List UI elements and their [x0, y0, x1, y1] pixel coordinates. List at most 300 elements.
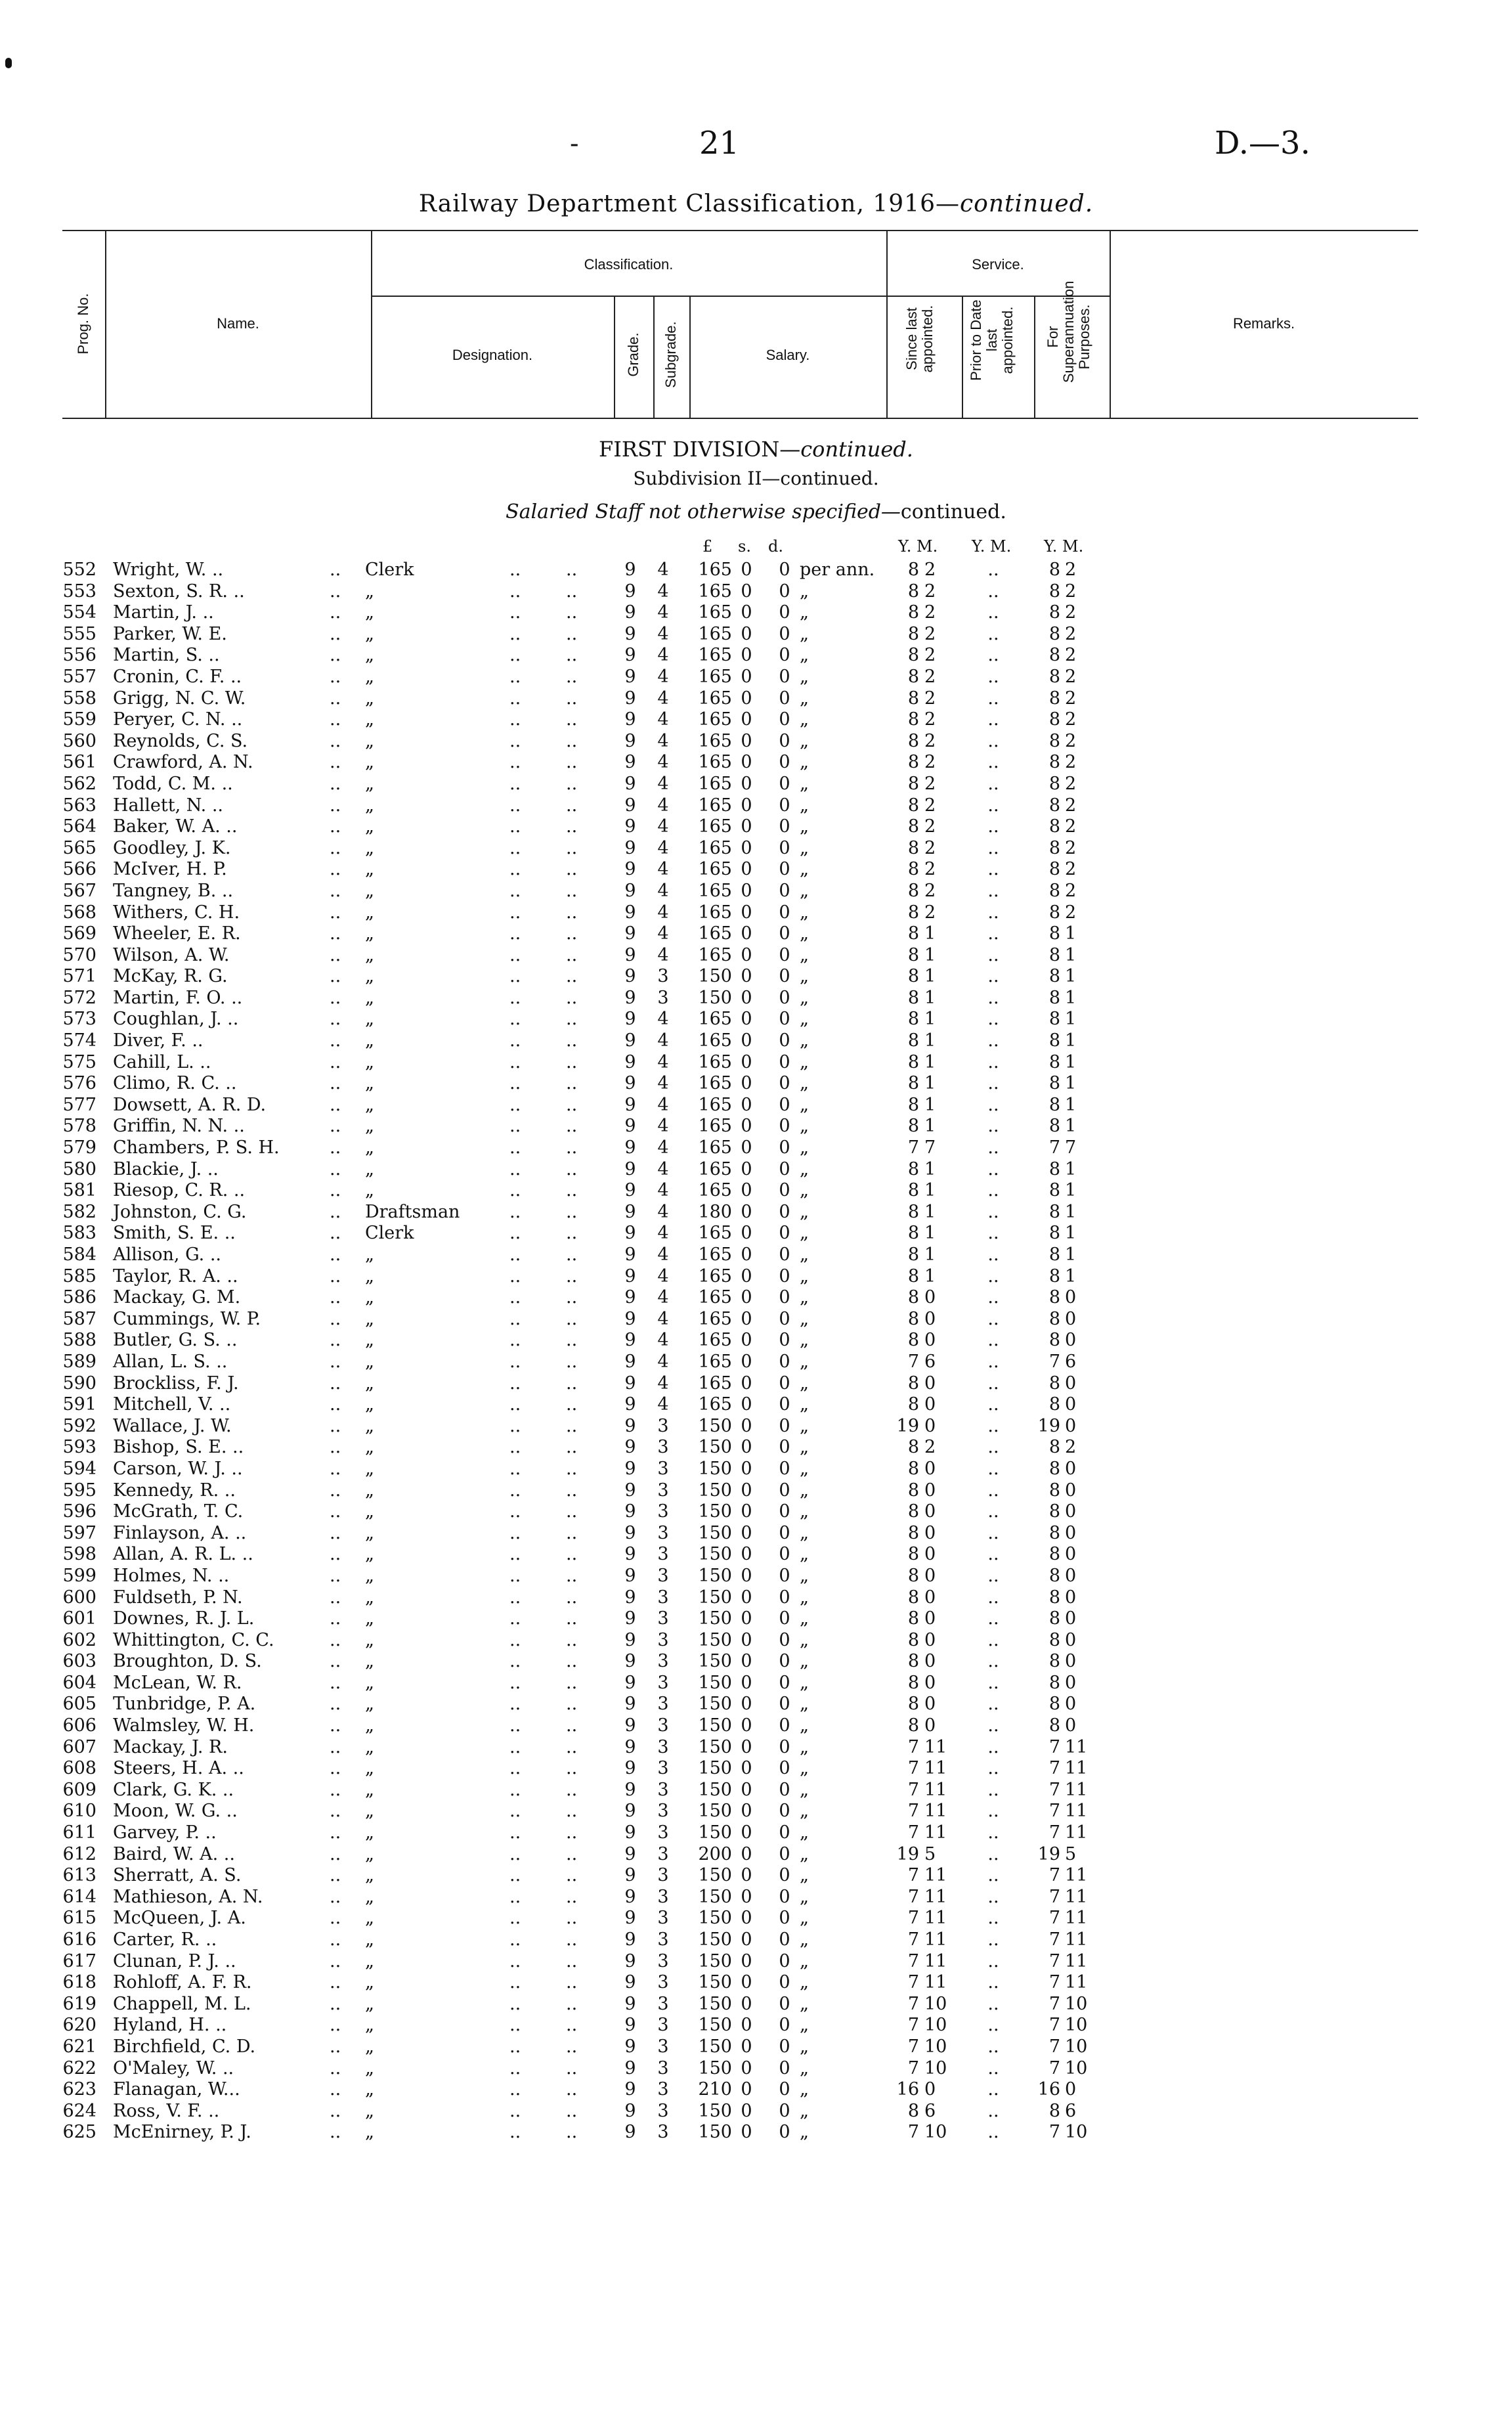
row-salary-shillings: 0 — [741, 1330, 752, 1351]
leader-dots: .. — [330, 1073, 341, 1094]
leader-dots: .. — [566, 752, 578, 773]
row-number: 591 — [62, 1394, 97, 1415]
row-salary-shillings: 0 — [741, 645, 752, 666]
row-super-months: 0 — [1065, 1651, 1077, 1672]
row-designation: „ — [365, 1351, 374, 1372]
row-prior-service: .. — [987, 1009, 999, 1030]
row-designation: „ — [365, 1158, 374, 1179]
row-super-years: 7 — [1048, 1351, 1060, 1372]
table-row — [0, 1673, 1512, 1694]
row-prior-service: .. — [987, 1544, 999, 1565]
row-subgrade: 4 — [657, 816, 669, 837]
row-prior-service: .. — [987, 1437, 999, 1458]
row-designation: „ — [365, 1394, 374, 1415]
row-designation: „ — [365, 1116, 374, 1137]
leader-dots: .. — [509, 2057, 521, 2079]
divider — [1034, 296, 1035, 418]
row-number: 607 — [62, 1736, 97, 1757]
row-salary-period: „ — [800, 966, 809, 987]
row-name: Mathieson, A. N. — [113, 1886, 263, 1907]
table-row — [0, 1073, 1512, 1095]
row-salary-pounds: 165 — [698, 560, 732, 580]
row-name: Hallett, N. .. — [113, 795, 223, 816]
leader-dots: .. — [509, 902, 521, 923]
row-subgrade: 3 — [657, 2015, 669, 2036]
row-salary-pounds: 165 — [698, 1094, 732, 1115]
leader-dots: .. — [566, 709, 578, 730]
leader-dots: .. — [566, 1822, 578, 1843]
row-salary-shillings: 0 — [741, 1223, 752, 1244]
row-subgrade: 4 — [657, 688, 669, 709]
row-name: Baird, W. A. .. — [113, 1843, 235, 1864]
leader-dots: .. — [509, 1779, 521, 1800]
row-since-years: 8 — [907, 730, 919, 751]
row-salary-pence: 0 — [779, 859, 790, 880]
row-since-years: 8 — [907, 1394, 919, 1415]
row-salary-shillings: 0 — [741, 2015, 752, 2036]
row-since-years: 8 — [907, 1180, 919, 1201]
row-salary-period: „ — [800, 1522, 809, 1543]
row-salary-shillings: 0 — [741, 1501, 752, 1522]
row-salary-period: „ — [800, 1843, 809, 1864]
row-designation: „ — [365, 902, 374, 923]
row-salary-pounds: 180 — [698, 1201, 732, 1222]
row-subgrade: 4 — [657, 1180, 669, 1201]
row-salary-pence: 0 — [779, 1137, 790, 1158]
row-grade: 9 — [624, 1480, 636, 1501]
row-subgrade: 3 — [657, 1929, 669, 1950]
row-name: Coughlan, J. .. — [113, 1009, 239, 1030]
row-grade: 9 — [624, 1094, 636, 1115]
table-row — [0, 1758, 1512, 1780]
row-since-months: 0 — [924, 1694, 936, 1715]
row-salary-period: „ — [800, 1201, 809, 1222]
table-row — [0, 795, 1512, 817]
table-row — [0, 1608, 1512, 1630]
row-salary-pence: 0 — [779, 1158, 790, 1179]
row-salary-pence: 0 — [779, 1330, 790, 1351]
row-super-years: 8 — [1048, 966, 1060, 987]
row-grade: 9 — [624, 1565, 636, 1586]
row-name: Withers, C. H. — [113, 902, 240, 923]
row-since-months: 0 — [924, 1565, 936, 1586]
row-since-months: 0 — [924, 1330, 936, 1351]
leader-dots: .. — [566, 1629, 578, 1650]
row-number: 594 — [62, 1458, 97, 1479]
row-since-months: 1 — [924, 1051, 936, 1072]
row-subgrade: 4 — [657, 623, 669, 644]
row-name: Mackay, G. M. — [113, 1287, 241, 1308]
row-subgrade: 4 — [657, 581, 669, 602]
table-body — [0, 560, 1512, 2144]
leader-dots: .. — [330, 1265, 341, 1287]
leader-dots: .. — [509, 1694, 521, 1715]
table-row — [0, 881, 1512, 902]
row-name: Martin, J. .. — [113, 602, 214, 623]
row-subgrade: 4 — [657, 730, 669, 751]
row-subgrade: 4 — [657, 944, 669, 965]
row-super-months: 2 — [1065, 1437, 1077, 1458]
table-row — [0, 1844, 1512, 1866]
table-row — [0, 859, 1512, 881]
row-grade: 9 — [624, 1608, 636, 1629]
row-salary-pounds: 150 — [698, 1415, 732, 1436]
row-super-months: 1 — [1065, 1116, 1077, 1137]
row-salary-period: „ — [800, 1801, 809, 1822]
row-name: Blackie, J. .. — [113, 1158, 219, 1179]
table-row — [0, 1523, 1512, 1545]
row-grade: 9 — [624, 1137, 636, 1158]
row-number: 615 — [62, 1908, 97, 1929]
row-prior-service: .. — [987, 1715, 999, 1736]
row-super-months: 0 — [1065, 1308, 1077, 1329]
row-number: 582 — [62, 1201, 97, 1222]
leader-dots: .. — [330, 987, 341, 1008]
row-prior-service: .. — [987, 816, 999, 837]
leader-dots: .. — [566, 1758, 578, 1779]
row-super-months: 11 — [1065, 1736, 1088, 1757]
leader-dots: .. — [566, 859, 578, 880]
row-salary-pounds: 165 — [698, 1158, 732, 1179]
row-designation: „ — [365, 1094, 374, 1115]
row-salary-pence: 0 — [779, 623, 790, 644]
leader-dots: .. — [330, 1908, 341, 1929]
row-number: 619 — [62, 1993, 97, 2014]
row-salary-pence: 0 — [779, 1180, 790, 1201]
row-salary-pence: 0 — [779, 1908, 790, 1929]
unit-pound: £ — [702, 537, 713, 556]
leader-dots: .. — [566, 837, 578, 858]
row-subgrade: 4 — [657, 752, 669, 773]
row-subgrade: 3 — [657, 1950, 669, 1971]
row-grade: 9 — [624, 987, 636, 1008]
leader-dots: .. — [330, 1394, 341, 1415]
row-since-months: 0 — [924, 1501, 936, 1522]
row-salary-pounds: 150 — [698, 1801, 732, 1822]
row-super-months: 11 — [1065, 1950, 1088, 1971]
row-super-years: 8 — [1048, 1715, 1060, 1736]
table-row — [0, 688, 1512, 710]
leader-dots: .. — [330, 730, 341, 751]
table-row — [0, 1780, 1512, 1801]
row-since-months: 2 — [924, 730, 936, 751]
row-salary-shillings: 0 — [741, 880, 752, 901]
row-number: 576 — [62, 1073, 97, 1094]
row-super-months: 2 — [1065, 602, 1077, 623]
row-name: Wright, W. .. — [113, 560, 224, 580]
row-super-years: 7 — [1048, 1886, 1060, 1907]
row-grade: 9 — [624, 1030, 636, 1051]
row-since-months: 2 — [924, 581, 936, 602]
leader-dots: .. — [566, 1565, 578, 1586]
row-salary-shillings: 0 — [741, 1073, 752, 1094]
leader-dots: .. — [509, 1180, 521, 1201]
leader-dots: .. — [566, 2122, 578, 2143]
unit-ym-prior: Y. M. — [972, 537, 1012, 556]
header-designation: Designation. — [452, 347, 533, 363]
row-salary-pence: 0 — [779, 1715, 790, 1736]
row-grade: 9 — [624, 1415, 636, 1436]
row-since-months: 1 — [924, 1009, 936, 1030]
leader-dots: .. — [330, 1137, 341, 1158]
leader-dots: .. — [509, 1651, 521, 1672]
row-salary-shillings: 0 — [741, 1094, 752, 1115]
row-prior-service: .. — [987, 1137, 999, 1158]
row-since-years: 7 — [907, 1736, 919, 1757]
row-salary-pence: 0 — [779, 1779, 790, 1800]
row-salary-pence: 0 — [779, 2057, 790, 2079]
row-super-years: 8 — [1048, 1565, 1060, 1586]
row-designation: Clerk — [365, 560, 414, 580]
row-since-months: 0 — [924, 1308, 936, 1329]
row-designation: „ — [365, 1715, 374, 1736]
row-super-months: 11 — [1065, 1865, 1088, 1886]
row-super-months: 7 — [1065, 1137, 1077, 1158]
row-name: Bishop, S. E. .. — [113, 1437, 244, 1458]
row-designation: „ — [365, 1972, 374, 1993]
row-grade: 9 — [624, 902, 636, 923]
row-salary-pence: 0 — [779, 1736, 790, 1757]
table-row — [0, 1244, 1512, 1266]
row-number: 602 — [62, 1629, 97, 1650]
row-name: McIver, H. P. — [113, 859, 227, 880]
row-salary-period: „ — [800, 1651, 809, 1672]
row-salary-shillings: 0 — [741, 1972, 752, 1993]
row-salary-period: „ — [800, 859, 809, 880]
table-row — [0, 1266, 1512, 1288]
row-since-months: 11 — [924, 1972, 947, 1993]
table-row — [0, 1501, 1512, 1523]
row-subgrade: 4 — [657, 1094, 669, 1115]
row-salary-period: „ — [800, 1929, 809, 1950]
row-designation: „ — [365, 1865, 374, 1886]
row-subgrade: 4 — [657, 1158, 669, 1179]
row-salary-pence: 0 — [779, 795, 790, 816]
leader-dots: .. — [330, 1244, 341, 1265]
row-prior-service: .. — [987, 1051, 999, 1072]
row-grade: 9 — [624, 602, 636, 623]
row-super-months: 0 — [1065, 1330, 1077, 1351]
row-prior-service: .. — [987, 1158, 999, 1179]
row-super-months: 11 — [1065, 1801, 1088, 1822]
leader-dots: .. — [566, 902, 578, 923]
row-number: 564 — [62, 816, 97, 837]
row-salary-pence: 0 — [779, 1886, 790, 1907]
leader-dots: .. — [330, 1950, 341, 1971]
row-since-months: 0 — [924, 1394, 936, 1415]
leader-dots: .. — [566, 730, 578, 751]
row-subgrade: 3 — [657, 1437, 669, 1458]
row-super-months: 2 — [1065, 709, 1077, 730]
row-super-months: 1 — [1065, 1009, 1077, 1030]
table-row — [0, 1694, 1512, 1715]
row-designation: „ — [365, 1415, 374, 1436]
row-salary-pounds: 165 — [698, 1009, 732, 1030]
row-salary-pence: 0 — [779, 1587, 790, 1608]
row-salary-shillings: 0 — [741, 1351, 752, 1372]
row-since-years: 8 — [907, 1458, 919, 1479]
division-continued: continued. — [800, 437, 913, 462]
row-name: Brockliss, F. J. — [113, 1373, 239, 1394]
row-number: 606 — [62, 1715, 97, 1736]
row-number: 617 — [62, 1950, 97, 1971]
row-prior-service: .. — [987, 1415, 999, 1436]
row-number: 618 — [62, 1972, 97, 1993]
row-since-months: 11 — [924, 1865, 947, 1886]
row-since-months: 10 — [924, 2015, 947, 2036]
row-salary-pence: 0 — [779, 1073, 790, 1094]
leader-dots: .. — [330, 623, 341, 644]
row-prior-service: .. — [987, 1287, 999, 1308]
row-since-months: 11 — [924, 1950, 947, 1971]
row-salary-pounds: 165 — [698, 773, 732, 794]
row-since-years: 7 — [907, 1865, 919, 1886]
row-salary-shillings: 0 — [741, 773, 752, 794]
row-salary-shillings: 0 — [741, 1201, 752, 1222]
row-number: 584 — [62, 1244, 97, 1265]
leader-dots: .. — [566, 1330, 578, 1351]
row-salary-shillings: 0 — [741, 2122, 752, 2143]
leader-dots: .. — [566, 1736, 578, 1757]
row-grade: 9 — [624, 1073, 636, 1094]
row-salary-pounds: 150 — [698, 1565, 732, 1586]
row-super-years: 8 — [1048, 1587, 1060, 1608]
row-since-months: 1 — [924, 1116, 936, 1137]
leader-dots: .. — [566, 880, 578, 901]
row-prior-service: .. — [987, 1308, 999, 1329]
leader-dots: .. — [566, 645, 578, 666]
row-prior-service: .. — [987, 1929, 999, 1950]
row-name: Kennedy, R. .. — [113, 1480, 236, 1501]
leader-dots: .. — [509, 1458, 521, 1479]
row-number: 614 — [62, 1886, 97, 1907]
row-since-months: 1 — [924, 1158, 936, 1179]
row-salary-pounds: 165 — [698, 859, 732, 880]
table-row — [0, 1929, 1512, 1951]
row-salary-shillings: 0 — [741, 837, 752, 858]
row-super-months: 1 — [1065, 966, 1077, 987]
row-super-years: 8 — [1048, 709, 1060, 730]
leader-dots: .. — [330, 1822, 341, 1843]
leader-dots: .. — [330, 1287, 341, 1308]
divider — [962, 296, 963, 418]
row-grade: 9 — [624, 1587, 636, 1608]
leader-dots: .. — [330, 645, 341, 666]
leader-dots: .. — [330, 816, 341, 837]
row-since-months: 0 — [924, 1544, 936, 1565]
row-since-months: 1 — [924, 1073, 936, 1094]
row-super-years: 8 — [1048, 1073, 1060, 1094]
leader-dots: .. — [330, 1223, 341, 1244]
row-super-years: 8 — [1048, 1265, 1060, 1287]
row-salary-period: „ — [800, 1779, 809, 1800]
row-since-months: 0 — [924, 1672, 936, 1693]
row-salary-pence: 0 — [779, 1501, 790, 1522]
row-salary-period: per ann. — [800, 560, 875, 580]
leader-dots: .. — [330, 1929, 341, 1950]
row-since-years: 8 — [907, 795, 919, 816]
leader-dots: .. — [509, 2100, 521, 2121]
row-super-years: 8 — [1048, 773, 1060, 794]
row-subgrade: 4 — [657, 709, 669, 730]
table-row — [0, 1394, 1512, 1416]
row-number: 583 — [62, 1223, 97, 1244]
leader-dots: .. — [330, 1030, 341, 1051]
leader-dots: .. — [330, 944, 341, 965]
row-super-months: 11 — [1065, 1908, 1088, 1929]
row-salary-pence: 0 — [779, 1993, 790, 2014]
row-number: 620 — [62, 2015, 97, 2036]
row-salary-pounds: 165 — [698, 880, 732, 901]
row-designation: „ — [365, 1030, 374, 1051]
row-super-years: 7 — [1048, 2015, 1060, 2036]
row-super-years: 8 — [1048, 1009, 1060, 1030]
row-super-years: 8 — [1048, 1651, 1060, 1672]
row-salary-pounds: 165 — [698, 1051, 732, 1072]
row-prior-service: .. — [987, 709, 999, 730]
row-salary-period: „ — [800, 1736, 809, 1757]
row-super-months: 0 — [1065, 1373, 1077, 1394]
row-salary-pence: 0 — [779, 1950, 790, 1971]
leader-dots: .. — [330, 1330, 341, 1351]
row-salary-shillings: 0 — [741, 2036, 752, 2057]
row-grade: 9 — [624, 1351, 636, 1372]
row-salary-period: „ — [800, 1265, 809, 1287]
row-super-months: 2 — [1065, 645, 1077, 666]
leader-dots: .. — [330, 1308, 341, 1329]
row-salary-pence: 0 — [779, 1801, 790, 1822]
row-salary-pence: 0 — [779, 2079, 790, 2100]
table-row — [0, 2015, 1512, 2036]
row-subgrade: 3 — [657, 987, 669, 1008]
row-since-years: 19 — [896, 1415, 919, 1436]
row-salary-period: „ — [800, 773, 809, 794]
row-number: 555 — [62, 623, 97, 644]
row-subgrade: 4 — [657, 1394, 669, 1415]
row-number: 596 — [62, 1501, 97, 1522]
table-row — [0, 1030, 1512, 1052]
row-grade: 9 — [624, 1223, 636, 1244]
row-grade: 9 — [624, 1394, 636, 1415]
row-name: Ross, V. F. .. — [113, 2100, 220, 2121]
leader-dots: .. — [566, 1694, 578, 1715]
row-number: 610 — [62, 1801, 97, 1822]
row-number: 565 — [62, 837, 97, 858]
row-subgrade: 4 — [657, 666, 669, 687]
row-since-years: 8 — [907, 1544, 919, 1565]
row-grade: 9 — [624, 1265, 636, 1287]
leader-dots: .. — [509, 837, 521, 858]
row-prior-service: .. — [987, 1180, 999, 1201]
row-subgrade: 3 — [657, 1565, 669, 1586]
row-salary-period: „ — [800, 752, 809, 773]
row-designation: „ — [365, 1137, 374, 1158]
row-grade: 9 — [624, 859, 636, 880]
header-prog-no: Prog. No. — [75, 293, 91, 355]
row-designation: „ — [365, 1651, 374, 1672]
leader-dots: .. — [330, 1180, 341, 1201]
row-subgrade: 4 — [657, 1330, 669, 1351]
row-salary-pence: 0 — [779, 666, 790, 687]
row-salary-shillings: 0 — [741, 1137, 752, 1158]
row-name: Walmsley, W. H. — [113, 1715, 255, 1736]
row-super-months: 0 — [1065, 1501, 1077, 1522]
row-prior-service: .. — [987, 581, 999, 602]
row-prior-service: .. — [987, 1501, 999, 1522]
row-salary-pounds: 150 — [698, 1736, 732, 1757]
row-salary-period: „ — [800, 581, 809, 602]
row-salary-pounds: 150 — [698, 1694, 732, 1715]
